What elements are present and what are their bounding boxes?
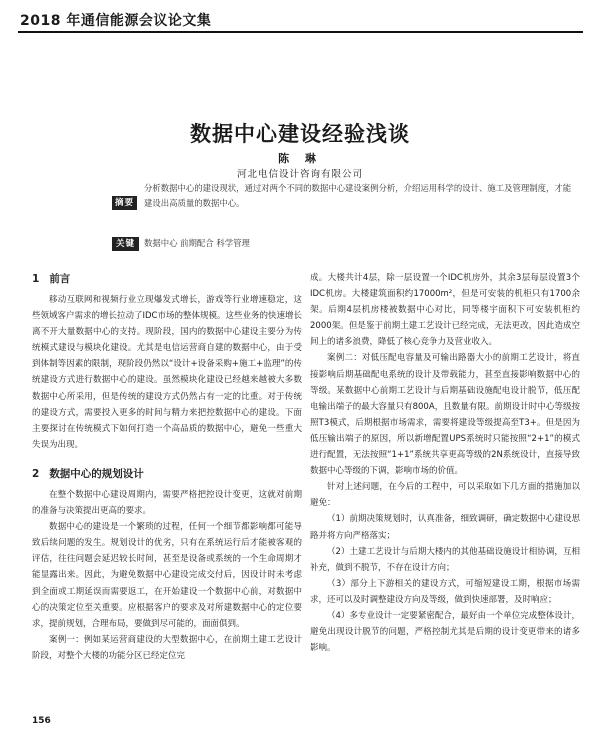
page-number: 156	[32, 716, 51, 726]
author: 陈 琳	[278, 152, 322, 165]
paragraph: 数据中心的建设是一个繁琐的过程，任何一个细节都影响都可能导致后续问题的发生。规划设计的优劣，只有在系统运行后才能被客观的评估，往往问题会延迟较长时间，甚至是设备或系统的一个生命周期才能显露出来。因此，为避免数据中心建设完成交付后，因设计时未考虑到全面或工期延误而需要返工，在开始建设一个数据中心前，对数据中心的决策定位至关重要。应根据客户的要求及对所建数据中心的定位要求，提前规划，合理布局，要做到尽可能的，面面俱到。	[32, 522, 302, 629]
paragraph: 成。大楼共计4层，除一层设置一个IDC机房外，其余3层每层设置3个IDC机房。大楼建筑面积约17000m²，但是可安装的机柜只有1700余架。后期4层机房楼被数据中心对比，同等楼宇面积下可安装机柜约2000架。但是鉴于前期土建工艺设计已经完成，无法更改，因此造成空间上的诸多浪费，降低了核心竞争力及营业收入。	[310, 273, 580, 348]
affiliation: 河北电信设计咨询有限公司	[236, 169, 363, 180]
section-heading-2	[32, 465, 302, 483]
keywords-text: 数据中心 前期配合 科学管理	[144, 238, 250, 248]
abstract-text: 分析数据中心的建设现状，通过对两个不同的数据中心建设案例分析，介绍运用科学的设计、施工及管理制度，才能建设出高质量的数据中心。	[144, 183, 572, 208]
list-item: （3）部分上下游相关的建设方式，可缩短建设工期，根据市场需求，还可以及时调整建设方向及等级，做到快速部署，及时响应；	[310, 578, 580, 605]
section-number: 1	[32, 273, 40, 285]
journal-title: 2018 年通信能源会议论文集	[20, 13, 212, 29]
paragraph: 移动互联网和视频行业立现爆发式增长，游戏等行业增速稳定，这些领域客户需求的增长拉动了IDC市场的整体规模。这些业务的快速增长离不开大量数据中心的支持。现阶段，国内的数据中心建设主要分为传统模式建设与模块化建设。尤其是电信运营商自建的数据中心，由于受到体制等因素的限制，现阶段仍然以“设计+设备采购+施工+监理”的传统建设方式进行数据中心的建设。虽然模块化建设已经越来越被大多数数据中心所采用，但是传统的建设方式仍然占有一定的比重。对于传统的建设方式，需要投入更多的时间与精力来把控数据中心的建设。下面主要探讨在传统模式下如何打造一个高品质的数据中心，避免一些重大失误为出现。	[32, 295, 302, 450]
paragraph: 在整个数据中心建设周期内，需要严格把控设计变更，这就对前期的准备与决策提出更高的要求。	[32, 489, 302, 517]
section-number: 2	[32, 467, 40, 480]
list-item: （2）土建工艺设计与后期大楼内的其他基础设施设计相协调，互相补充，做到不脱节，不存在设计方向；	[310, 546, 580, 573]
section-title: 数据中心的规划设计	[49, 467, 144, 480]
paragraph: 案例二：对低压配电容量及可输出路器大小的前期工艺设计，将直接影响后期基础配电系统的设计及带载能力，甚至直接影响数据中心的等级。某数据中心前期工艺设计与后期基础设施配电设计脱节，低压配电输出端子的最大容量只有800A，且数量有限。前期设计时中心等级按照T3模式，后期根据市场需求，需要将建设等级提高至T3+。但是因为低压输出端子的原因，所以新增配置UPS系统时只能按照“2+1”的模式进行配置，无法按照“1+1”系统共享更高等级的2N系统设计，直接导致数据中心等级的下调，影响市场的价值。	[310, 353, 580, 477]
journal-header	[18, 8, 583, 30]
abstract-label: 摘要	[112, 196, 137, 210]
paper-title: 数据中心建设经验浅谈	[190, 122, 410, 146]
left-column	[32, 270, 302, 664]
keywords-label: 关键词	[112, 237, 139, 251]
section-title: 前言	[49, 273, 71, 285]
paragraph: 针对上述问题，在今后的工程中，可以采取如下几方面的措施加以避免：	[310, 482, 580, 509]
header-rule	[18, 31, 583, 33]
section-heading-1	[32, 270, 302, 288]
paragraph: 案例一：例如某运营商建设的大型数据中心，在前期土建工艺设计阶段，对整个大楼的功能分区已经定位完	[32, 634, 302, 661]
list-item: （4）多专业设计一定要紧密配合，最好由一个单位完成整体设计，避免出现设计脱节的问题，严格控制尤其是后期的设计变更带来的诸多影响。	[310, 610, 580, 654]
list-item: （1）前期决策规划时，认真准备，细致调研，确定数据中心建设思路并将方向严格落实；	[310, 514, 580, 541]
right-column	[310, 270, 580, 656]
